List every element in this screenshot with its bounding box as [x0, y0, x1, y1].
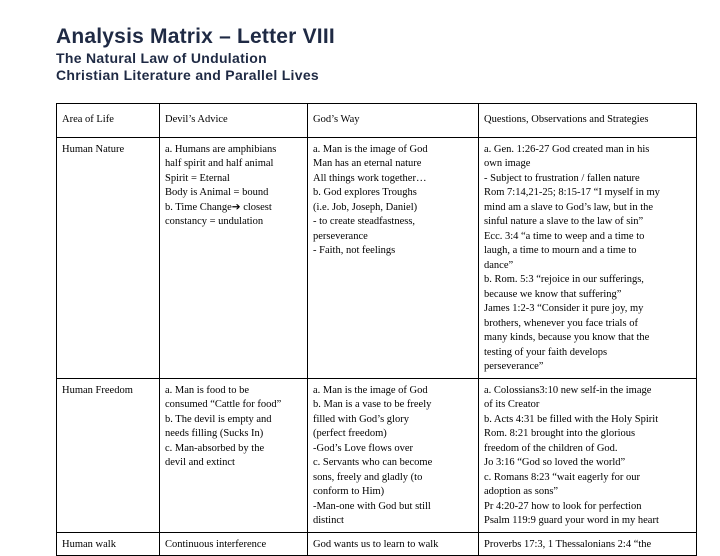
cell-text-line: own image: [484, 158, 531, 169]
cell-text-line: Spirit = Eternal: [165, 172, 230, 184]
cell-text-line: c. Man-absorbed by the: [165, 442, 265, 454]
row-god-cell: [308, 137, 479, 378]
cell-text-line: (perfect freedom): [313, 428, 387, 439]
row-questions-cell: [479, 532, 697, 556]
cell-text-line: Body is Animal = bound: [165, 187, 269, 198]
cell-text-line: freedom of the children of God.: [484, 442, 618, 454]
cell-text-line: filled with God’s glory: [313, 413, 409, 425]
cell-text-line: a. Colossians3:10 new self-in the image: [484, 384, 652, 396]
cell-text-line: Psalm 119:9 guard your word in my heart: [484, 515, 659, 526]
cell-text-line: All things work together…: [313, 172, 427, 184]
row-god-cell: [308, 378, 479, 532]
cell-text-line: - Subject to frustration / fallen nature: [484, 172, 640, 184]
cell-text-line: - Faith, not feelings: [313, 245, 396, 256]
cell-text-line: distinct: [313, 515, 344, 526]
row-devil-cell: [160, 532, 308, 556]
row-god-cell: [308, 532, 479, 556]
cell-text-line: Ecc. 3:4 “a time to weep and a time to: [484, 230, 645, 242]
cell-text-line: b. Rom. 5:3 “rejoice in our sufferings,: [484, 274, 644, 285]
cell-text-line: b. Acts 4:31 be filled with the Holy Spirit: [484, 413, 659, 425]
cell-text-line: perseverance: [313, 230, 368, 242]
row-devil-cell: [160, 378, 308, 532]
cell-text-line: needs filling (Sucks In): [165, 428, 264, 439]
cell-text-line: God wants us to learn to walk: [313, 538, 439, 550]
column-header-devil: Devil’s Advice: [160, 104, 308, 138]
cell-text-line: dance”: [484, 259, 514, 271]
cell-text-line: a. Man is food to be: [165, 384, 249, 396]
cell-text-line: adoption as sons”: [484, 486, 559, 497]
cell-text-line: half spirit and half animal: [165, 158, 274, 169]
cell-text-line: b. The devil is empty and: [165, 413, 272, 425]
cell-text-line: Pr 4:20-27 how to look for perfection: [484, 500, 642, 512]
cell-text-line: of its Creator: [484, 399, 540, 410]
cell-text-line: Jo 3:16 “God so loved the world”: [484, 457, 626, 468]
cell-text-line: a. Gen. 1:26-27 God created man in his: [484, 143, 650, 155]
column-header-questions: Questions, Observations and Strategies: [479, 104, 697, 138]
row-area-cell: Human Freedom: [57, 378, 160, 532]
cell-text-line: perseverance”: [484, 361, 544, 372]
cell-text-line: Proverbs 17:3, 1 Thessalonians 2:4 “the: [484, 538, 652, 550]
column-header-area: Area of Life: [57, 104, 160, 138]
cell-text-line: many kinds, because you know that the: [484, 332, 650, 343]
column-header-god: God’s Way: [308, 104, 479, 138]
cell-text-line: Rom 7:14,21-25; 8:15-17 “I myself in my: [484, 187, 660, 198]
row-area-cell: Human walk: [57, 532, 160, 556]
cell-text-line: conform to Him): [313, 486, 385, 497]
cell-text-line: Rom. 8:21 brought into the glorious: [484, 428, 636, 439]
row-devil-cell: [160, 137, 308, 378]
table-row: [57, 378, 697, 532]
cell-text-line: (i.e. Job, Joseph, Daniel): [313, 201, 418, 213]
cell-text-line: James 1:2-3 “Consider it pure joy, my: [484, 303, 644, 314]
cell-text-line: -God’s Love flows over: [313, 442, 414, 454]
cell-text-line: testing of your faith develops: [484, 346, 608, 358]
cell-text-line: consumed “Cattle for food”: [165, 399, 282, 410]
analysis-matrix-table: [56, 103, 697, 556]
cell-text-line: b. God explores Troughs: [313, 187, 417, 198]
row-area-cell: Human Nature: [57, 137, 160, 378]
cell-text-line: b. Man is a vase to be freely: [313, 399, 432, 410]
cell-text-line: mind am a slave to God’s law, but in the: [484, 201, 654, 213]
table-row: [57, 532, 697, 556]
table-row: [57, 137, 697, 378]
cell-text-line: brothers, whenever you face trials of: [484, 317, 638, 329]
page-subtitle-1: The Natural Law of Undulation: [56, 50, 267, 66]
cell-text-line: a. Man is the image of God: [313, 143, 428, 155]
cell-text-line: -Man-one with God but still: [313, 500, 431, 512]
cell-text-line: laugh, a time to mourn and a time to: [484, 245, 637, 256]
cell-text-line: - to create steadfastness,: [313, 216, 416, 227]
cell-text-line: a. Humans are amphibians: [165, 143, 277, 155]
cell-text-line: devil and extinct: [165, 457, 235, 468]
row-questions-cell: [479, 378, 697, 532]
cell-text-line: sinful nature a slave to the law of sin”: [484, 216, 644, 227]
cell-text-line: Continuous interference: [165, 538, 267, 550]
cell-text-line: sons, freely and gladly (to: [313, 471, 423, 483]
cell-text-line: b. Time Change➔ closest: [165, 201, 272, 213]
cell-text-line: c. Romans 8:23 “wait eagerly for our: [484, 471, 640, 483]
cell-text-line: c. Servants who can become: [313, 457, 433, 468]
cell-text-line: because we know that suffering”: [484, 288, 622, 300]
table-header-row: [57, 104, 697, 138]
page-subtitle-2: Christian Literature and Parallel Lives: [56, 67, 320, 83]
row-questions-cell: [479, 137, 697, 378]
page-title: Analysis Matrix – Letter VIII: [56, 25, 335, 48]
cell-text-line: Man has an eternal nature: [313, 158, 422, 169]
cell-text-line: a. Man is the image of God: [313, 384, 428, 396]
cell-text-line: constancy = undulation: [165, 216, 264, 227]
heading-block: [56, 24, 335, 84]
